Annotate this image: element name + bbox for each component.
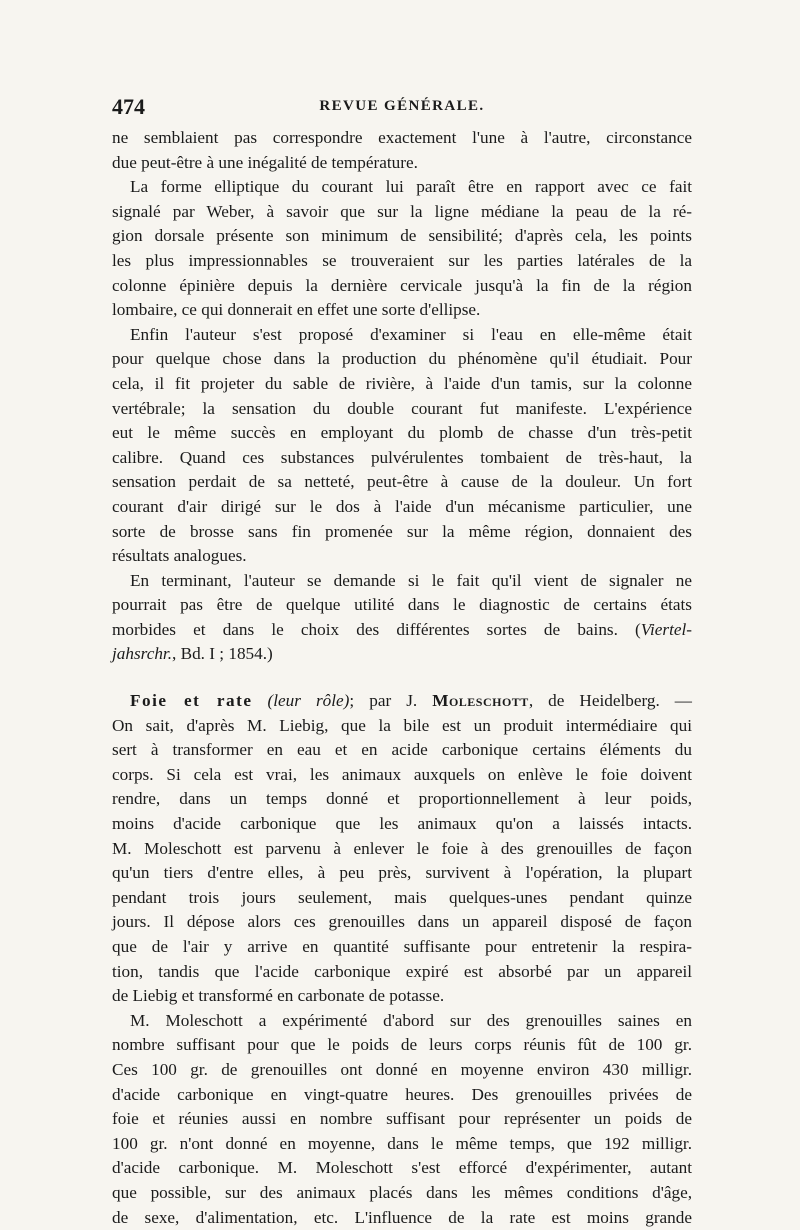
text-fragment: ; par J.	[349, 691, 433, 711]
text-line: que possible, sur des animaux placés dans les mêmes conditions d'âge,	[112, 1182, 692, 1202]
author-affiliation: , de Heidelberg. —	[528, 691, 692, 711]
text-line: sensation perdait de sa netteté, peut-être à cause de la douleur. Un fort	[112, 472, 692, 492]
text-line: Enfin l'auteur s'est proposé d'examiner si l'eau en elle-même était	[130, 324, 692, 344]
text-line: cela, il fit projeter du sable de rivière, à l'aide d'un tamis, sur la colonne	[112, 373, 692, 393]
paragraph-5	[112, 689, 692, 1009]
text-line: La forme elliptique du courant lui paraît être en rapport avec ce fait	[130, 177, 692, 197]
text-line: d'acide carbonique. M. Moleschott s'est efforcé d'expérimenter, autant	[112, 1158, 692, 1178]
text-line: pourrait pas être de quelque utilité dans le diagnostic de certains états	[112, 595, 692, 615]
text-line: En terminant, l'auteur se demande si le fait qu'il vient de signaler ne	[130, 570, 692, 590]
paragraph-4	[112, 569, 692, 667]
paragraph-1	[112, 126, 692, 175]
text-line: corps. Si cela est vrai, les animaux auxquels on enlève le foie doivent	[112, 764, 692, 784]
text-line: que de l'air y arrive en quantité suffisante pour entretenir la respira-	[112, 937, 692, 956]
citation-title-cont: jahsrchr.	[112, 644, 173, 664]
text-line: les plus impressionnables se trouveraient sur les parties latérales de la	[112, 250, 692, 270]
paragraph-2	[112, 175, 692, 323]
section-heading-line	[112, 689, 692, 714]
text-line: de Liebig et transformé en carbonate de potasse.	[112, 986, 445, 1006]
text-line: qu'un tiers d'entre elles, à peu près, survivent à l'opération, la plupart	[112, 863, 692, 883]
paragraph-6	[112, 1009, 692, 1230]
section-subtitle: (leur rôle)	[267, 691, 350, 711]
text-line: ne semblaient pas correspondre exactement l'une à l'autre, circonstance	[112, 128, 692, 147]
book-page	[112, 90, 692, 1230]
text-line: jours. Il dépose alors ces grenouilles dans un appareil disposé de façon	[112, 912, 692, 932]
text-line: vertébrale; la sensation du double courant fut manifeste. L'expérience	[112, 398, 692, 418]
text-line: de sexe, d'alimentation, etc. L'influence de la rate est moins grande	[112, 1207, 692, 1227]
text-line: lombaire, ce qui donnerait en effet une sorte d'ellipse.	[112, 300, 481, 320]
text-line: due peut-être à une inégalité de température.	[112, 152, 418, 172]
text-line: colonne épinière depuis la dernière cervicale jusqu'à la fin de la région	[112, 275, 692, 295]
author-name: Moleschott	[432, 691, 529, 711]
text-line: calibre. Quand ces substances pulvérulentes tombaient de très-haut, la	[112, 447, 692, 467]
text-line: On sait, d'après M. Liebig, que la bile est un produit intermédiaire qui	[112, 715, 692, 735]
text-line: moins d'acide carbonique que les animaux qu'on a laissés intacts.	[112, 814, 692, 834]
citation-title: Viertel-	[640, 619, 692, 639]
section-title: Foie et rate	[130, 691, 253, 711]
text-fragment: morbides et dans le choix des différentes sortes de bains. (	[112, 619, 641, 639]
section-gap	[112, 667, 692, 689]
text-line: tion, tandis que l'acide carbonique expiré est absorbé par un appareil	[112, 961, 692, 981]
citation-details: , Bd. I ; 1854.)	[172, 644, 273, 664]
running-head: REVUE GÉNÉRALE.	[319, 98, 485, 114]
text-line: Ces 100 gr. de grenouilles ont donné en moyenne environ 430 milligr.	[112, 1059, 692, 1079]
text-line: rendre, dans un temps donné et proportionnellement à leur poids,	[112, 789, 692, 809]
text-line: pendant trois jours seulement, mais quelques-unes pendant quinze	[112, 887, 692, 907]
text-line: courant d'air dirigé sur le dos à l'aide d'un mécanisme particulier, une	[112, 496, 692, 516]
page-number: 474	[112, 94, 145, 119]
text-line: gion dorsale présente son minimum de sensibilité; d'après cela, les points	[112, 226, 692, 246]
text-line	[112, 618, 692, 643]
text-line: sert à transformer en eau et en acide carbonique certains éléments du	[112, 740, 692, 760]
text-line: nombre suffisant pour que le poids de leurs corps réunis fût de 100 gr.	[112, 1035, 692, 1055]
text-line: d'acide carbonique en vingt-quatre heures. Des grenouilles privées de	[112, 1084, 692, 1104]
text-line: 100 gr. n'ont donné en moyenne, dans le même temps, que 192 milligr.	[112, 1133, 692, 1153]
text-line: signalé par Weber, à savoir que sur la ligne médiane la peau de la ré-	[112, 201, 692, 221]
text-line: M. Moleschott a expérimenté d'abord sur des grenouilles saines en	[130, 1010, 692, 1030]
page-header	[112, 90, 692, 126]
text-line	[112, 642, 692, 667]
text-line: pour quelque chose dans la production du phénomène qu'il étudiait. Pour	[112, 349, 692, 369]
text-line: sorte de brosse sans fin promenée sur la même région, donnaient des	[112, 521, 692, 541]
text-line: foie et réunies aussi en nombre suffisant pour représenter un poids de	[112, 1109, 692, 1129]
text-line: M. Moleschott est parvenu à enlever le foie à des grenouilles de façon	[112, 838, 692, 858]
text-line: eut le même succès en employant du plomb de chasse d'un très-petit	[112, 423, 692, 443]
paragraph-3	[112, 323, 692, 569]
text-line: résultats analogues.	[112, 546, 247, 566]
